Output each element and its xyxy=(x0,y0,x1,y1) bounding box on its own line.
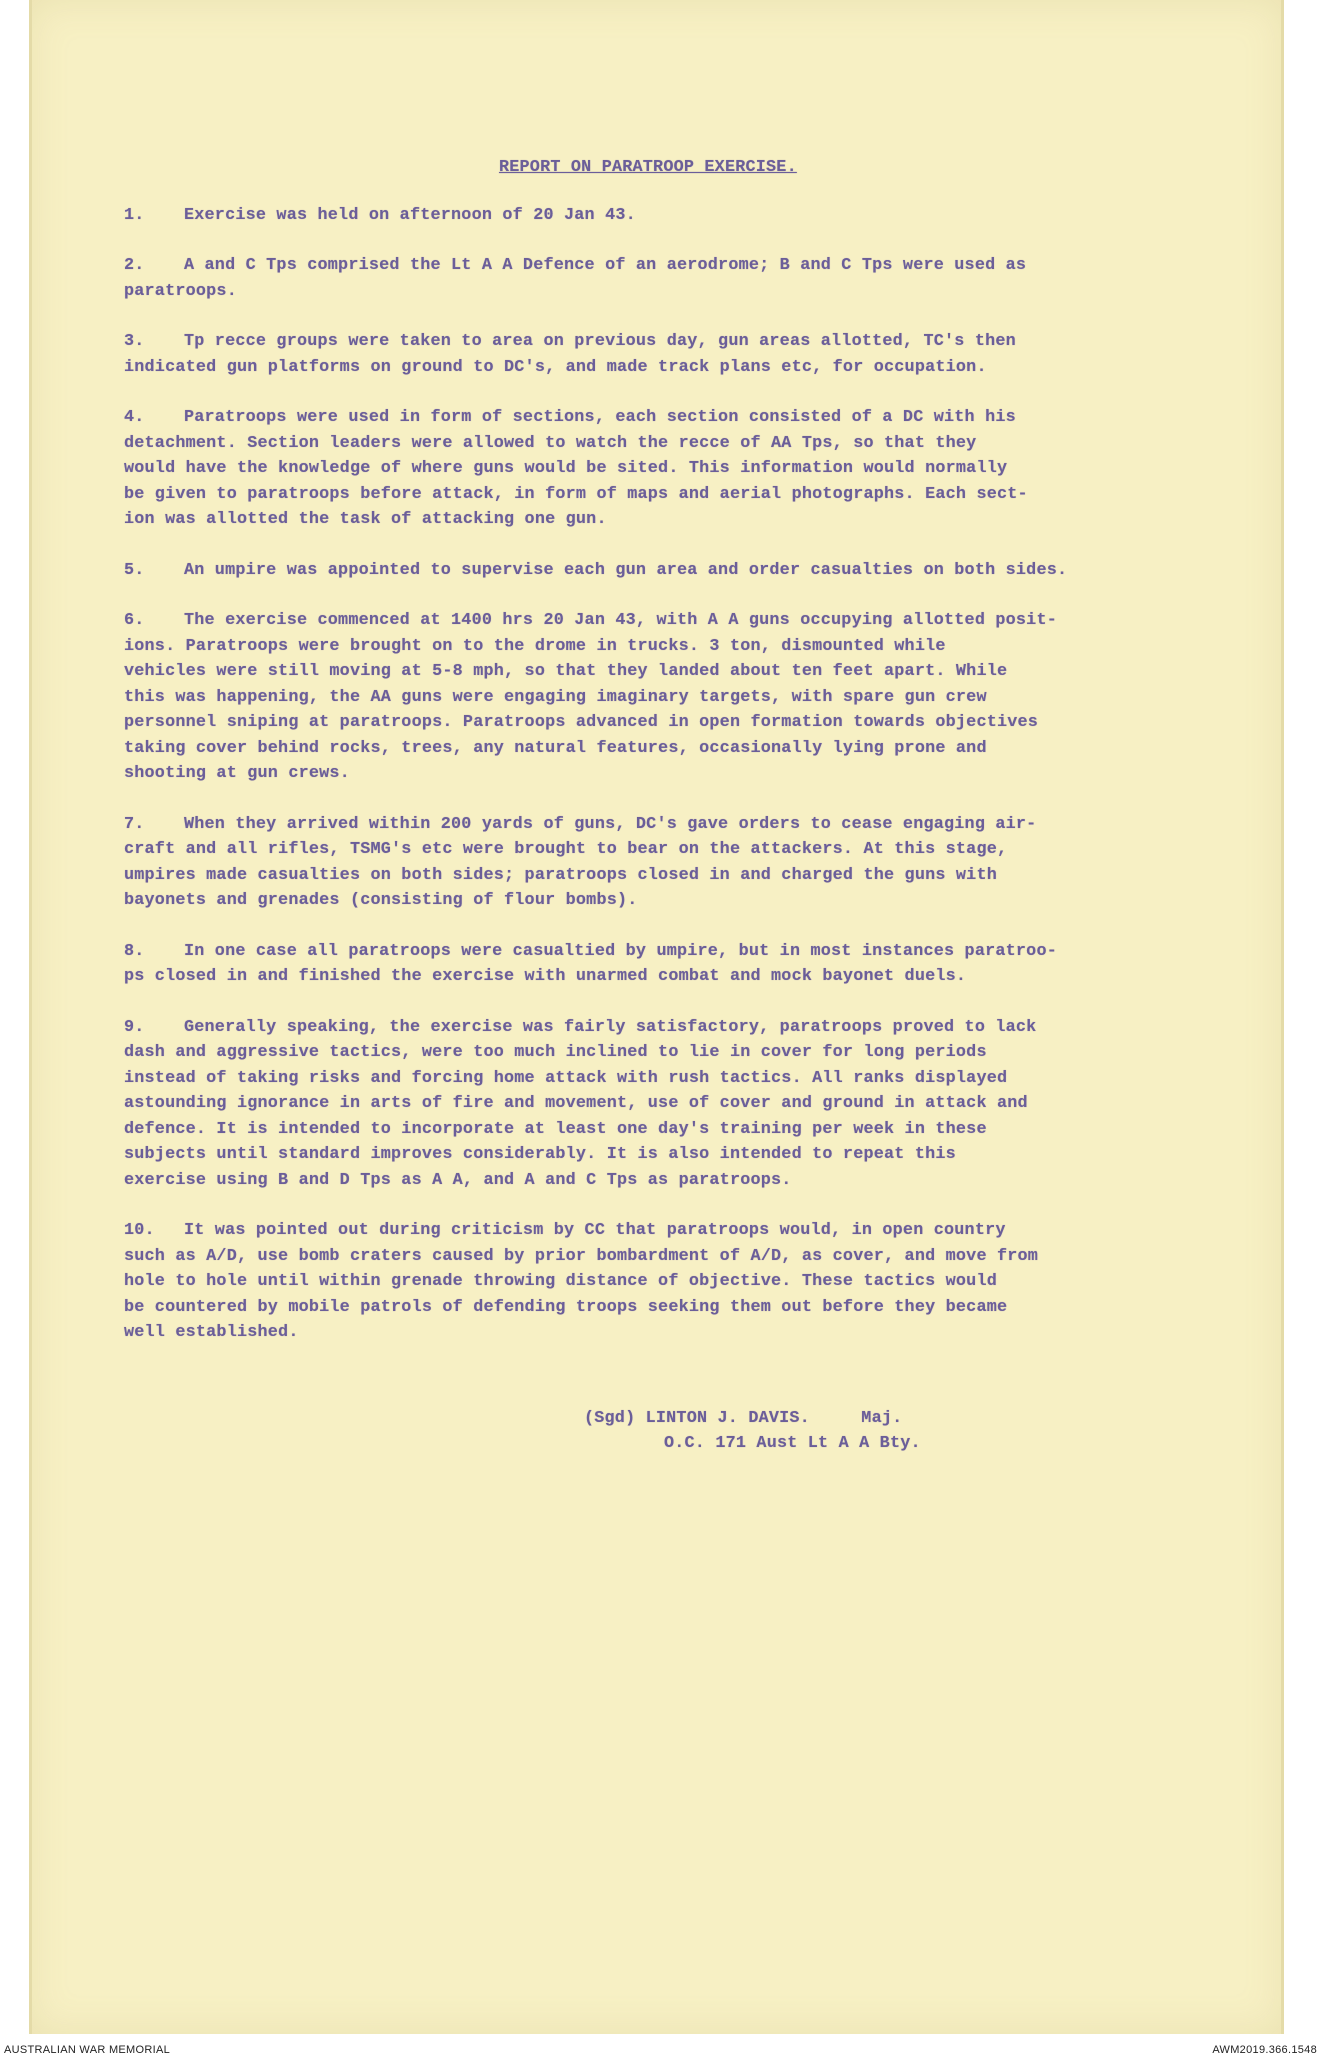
paragraph-line: be countered by mobile patrols of defending troops seeking them out before they became xyxy=(124,1297,1008,1317)
typed-report xyxy=(124,155,1294,1457)
paragraph-body xyxy=(124,812,1294,914)
paragraph-body xyxy=(124,1015,1294,1194)
paragraph-line: would have the knowledge of where guns would be sited. This information would normally xyxy=(124,459,1008,478)
paragraph-line: astounding ignorance in arts of fire and movement, use of cover and ground in attack and xyxy=(124,1094,1028,1113)
paragraph-line: shooting at gun crews. xyxy=(124,764,350,783)
paragraph-line: It was pointed out during criticism by CC that paratroops would, in open country xyxy=(184,1221,1006,1240)
paragraph-line: this was happening, the AA guns were engaging imaginary targets, with spare gun crew xyxy=(124,687,987,707)
paragraph-body xyxy=(124,608,1294,787)
paragraph xyxy=(124,203,1294,229)
paragraph-line: defence. It is intended to incorporate at least one day's training per week in these xyxy=(124,1119,987,1139)
paragraph xyxy=(124,1015,1294,1194)
paragraph-body xyxy=(184,558,1294,584)
paragraph-body xyxy=(124,329,1294,380)
paragraph-number: 10. xyxy=(124,1221,155,1240)
footer-accession-number: AWM2019.366.1548 xyxy=(1212,2044,1317,2056)
paragraph-number: 4. xyxy=(124,408,145,427)
paragraph-number: 3. xyxy=(124,332,145,351)
paragraph xyxy=(124,939,1294,990)
paragraph-line: hole to hole until within grenade throwing distance of objective. These tactics would xyxy=(124,1272,997,1291)
paragraph-list xyxy=(124,203,1294,1346)
paragraph xyxy=(124,558,1294,584)
paragraph xyxy=(124,1218,1294,1346)
paragraph-line: Paratroops were used in form of sections, each section consisted of a DC with his xyxy=(184,408,1016,427)
paragraph-line: taking cover behind rocks, trees, any natural features, occasionally lying prone and xyxy=(124,738,987,758)
paragraph-line: vehicles were still moving at 5-8 mph, so that they landed about ten feet apart. While xyxy=(124,662,1008,681)
paper-edge-left xyxy=(29,0,32,2034)
paragraph-number: 9. xyxy=(124,1017,145,1037)
paragraph-line: indicated gun platforms on ground to DC's, and made track plans etc, for occupation. xyxy=(124,357,987,377)
paragraph-line: instead of taking risks and forcing home attack with rush tactics. All ranks displayed xyxy=(124,1068,1008,1088)
paragraph-line: paratroops. xyxy=(124,281,237,301)
paragraph-line: subjects until standard improves considerably. It is also intended to repeat this xyxy=(124,1145,956,1164)
paragraph-body xyxy=(124,405,1294,533)
paragraph-line: be given to paratroops before attack, in form of maps and aerial photographs. Each sect- xyxy=(124,484,1028,504)
paragraph-line: Exercise was held on afternoon of 20 Jan 43. xyxy=(184,205,636,225)
paragraph-number: 2. xyxy=(124,256,145,275)
paragraph-number: 6. xyxy=(124,611,145,630)
paragraph-line: ps closed in and finished the exercise with unarmed combat and mock bayonet duels. xyxy=(124,967,967,986)
paragraph xyxy=(124,812,1294,914)
paragraph-line: craft and all rifles, TSMG's etc were brought to bear on the attackers. At this stage, xyxy=(124,840,1008,859)
paragraph-body xyxy=(184,203,1294,229)
signature-block xyxy=(584,1406,1294,1457)
paragraph-line: ion was allotted the task of attacking one gun. xyxy=(124,510,607,529)
paragraph xyxy=(124,253,1294,304)
paragraph-body xyxy=(124,939,1294,990)
paragraph-line: In one case all paratroops were casualtied by umpire, but in most instances paratroo- xyxy=(184,941,1057,961)
paragraph-line: A and C Tps comprised the Lt A A Defence of an aerodrome; B and C Tps were used as xyxy=(184,256,1027,275)
paragraph xyxy=(124,608,1294,787)
paragraph-line: An umpire was appointed to supervise each gun area and order casualties on both sides. xyxy=(184,560,1068,580)
paragraph-line: such as A/D, use bomb craters caused by prior bombardment of A/D, as cover, and move from xyxy=(124,1246,1039,1266)
paragraph-number: 7. xyxy=(124,814,145,834)
paragraph-number: 1. xyxy=(124,205,145,225)
paragraph-number: 8. xyxy=(124,941,145,961)
paragraph-line: umpires made casualties on both sides; paratroops closed in and charged the guns with xyxy=(124,865,997,885)
paragraph-line: Tp recce groups were taken to area on previous day, gun areas allotted, TC's then xyxy=(184,332,1016,351)
signature-name: (Sgd) LINTON J. DAVIS. Maj. xyxy=(584,1408,903,1428)
footer-institution: AUSTRALIAN WAR MEMORIAL xyxy=(4,2044,171,2056)
report-title: REPORT ON PARATROOP EXERCISE. xyxy=(499,158,797,177)
paragraph xyxy=(124,405,1294,533)
paragraph-line: well established. xyxy=(124,1323,299,1342)
paragraph-line: detachment. Section leaders were allowed to watch the recce of AA Tps, so that they xyxy=(124,433,977,453)
paragraph-line: Generally speaking, the exercise was fairly satisfactory, paratroops proved to lack xyxy=(184,1017,1037,1037)
paragraph-line: personnel sniping at paratroops. Paratroops advanced in open formation towards objectives xyxy=(124,713,1039,732)
paragraph-body xyxy=(124,253,1294,304)
paragraph-line: The exercise commenced at 1400 hrs 20 Jan 43, with A A guns occupying allotted posit- xyxy=(184,611,1057,630)
signature-title: O.C. 171 Aust Lt A A Bty. xyxy=(664,1434,921,1453)
paragraph-line: dash and aggressive tactics, were too much inclined to lie in cover for long periods xyxy=(124,1043,987,1062)
paragraph-line: ions. Paratroops were brought on to the drome in trucks. 3 ton, dismounted while xyxy=(124,636,946,656)
paragraph-line: When they arrived within 200 yards of guns, DC's gave orders to cease engaging air- xyxy=(184,814,1037,834)
paragraph xyxy=(124,329,1294,380)
paragraph-line: exercise using B and D Tps as A A, and A and C Tps as paratroops. xyxy=(124,1170,792,1190)
paragraph-number: 5. xyxy=(124,560,145,580)
paragraph-line: bayonets and grenades (consisting of flour bombs). xyxy=(124,891,638,910)
